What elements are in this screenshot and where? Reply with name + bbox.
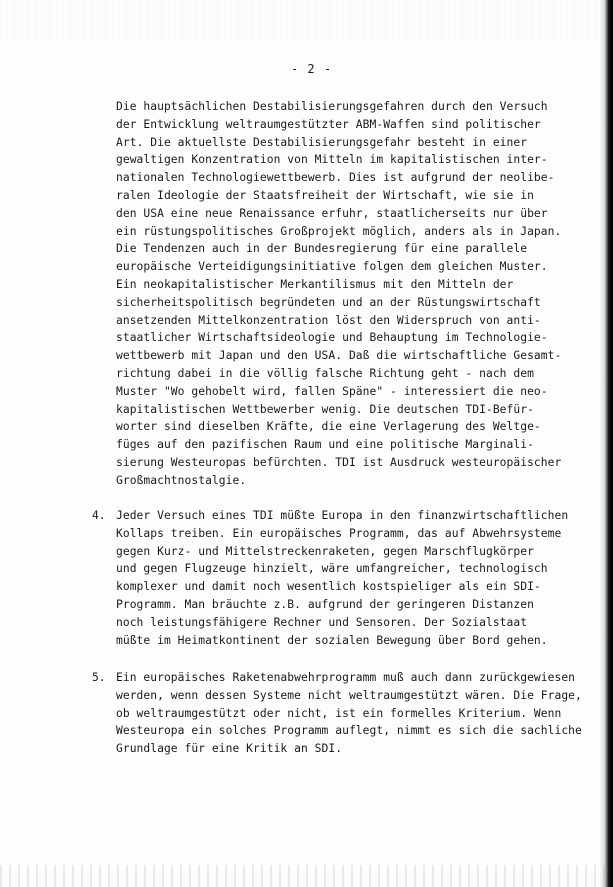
text-line: der Entwicklung weltraumgestützter ABM-Waffen sind politischer bbox=[116, 117, 541, 131]
text-line: europäische Verteidigungsinitiative folgen dem gleichen Muster. bbox=[116, 260, 548, 274]
text-line: Ein neokapitalistischer Merkantilismus mit den Mitteln der bbox=[116, 277, 514, 291]
text-line: gegen Kurz- und Mittelstreckenraketen, gegen Marschflugkörper bbox=[116, 544, 534, 558]
text-line: füges auf den pazifischen Raum und eine politische Marginali- bbox=[116, 438, 534, 452]
text-line: worter sind dieselben Kräfte, die eine Verlagerung des Weltge- bbox=[116, 420, 541, 434]
text-line: gewaltigen Konzentration von Mitteln im kapitalistischen inter- bbox=[116, 153, 548, 167]
text-line: Muster "Wo gehobelt wird, fallen Späne" - interessiert die neo- bbox=[116, 384, 548, 398]
text-line: und gegen Flugzeuge hinzielt, wäre umfangreicher, technologisch bbox=[116, 562, 548, 576]
paragraph-intro bbox=[116, 98, 586, 490]
paragraph-4 bbox=[116, 507, 586, 649]
text-line: ob weltraumgestützt oder nicht, ist ein formelles Kriterium. Wenn bbox=[116, 706, 562, 720]
text-line: den USA eine neue Renaissance erfuhr, staatlicherseits nur über bbox=[116, 206, 548, 220]
text-line: Die hauptsächlichen Destabilisierungsgefahren durch den Versuch bbox=[116, 100, 548, 113]
text-line: Ein europäisches Raketenabwehrprogramm muß auch dann zurückgewiesen bbox=[116, 671, 576, 684]
page-number: - 2 - bbox=[290, 62, 333, 76]
text-line: komplexer und damit noch wesentlich kostspieliger als ein SDI- bbox=[116, 580, 541, 594]
text-line: werden, wenn dessen Systeme nicht weltraumgestützt wären. Die Frage, bbox=[116, 688, 582, 702]
text-line: Programm. Man bräuchte z.B. aufgrund der geringeren Distanzen bbox=[116, 597, 534, 611]
text-line: nationalen Technologiewettbewerb. Dies ist aufgrund der neolibe- bbox=[116, 171, 555, 185]
paragraph-5 bbox=[116, 669, 586, 758]
text-line: Grundlage für eine Kritik an SDI. bbox=[116, 742, 343, 756]
text-line: richtung dabei in die völlig falsche Richtung geht - nach dem bbox=[116, 366, 534, 380]
text-line: staatlicher Wirtschaftsideologie und Behauptung im Technologie- bbox=[116, 331, 548, 345]
text-line: ralen Ideologie der Staatsfreiheit der Wirtschaft, wie sie in bbox=[116, 188, 534, 202]
paragraph-number: 5. bbox=[92, 671, 106, 684]
text-line: kapitalistischen Wettbewerber wenig. Die deutschen TDI-Befür- bbox=[116, 402, 534, 416]
text-line: ansetzenden Mittelkonzentration löst den Widerspruch von anti- bbox=[116, 313, 541, 327]
text-line: Die Tendenzen auch in der Bundesregierung für eine parallele bbox=[116, 242, 528, 256]
text-line: noch leistungsfähigere Rechner und Sensoren. Der Sozialstaat bbox=[116, 615, 528, 629]
scan-edge bbox=[599, 0, 613, 887]
text-line: Art. Die aktuellste Destabilisierungsgefahr besteht in einer bbox=[116, 135, 528, 149]
scan-noise bbox=[0, 0, 613, 40]
text-line: Westeuropa ein solches Programm auflegt, nimmt es sich die sachliche bbox=[116, 724, 582, 738]
text-line: Kollaps treiben. Ein europäisches Programm, das auf Abwehrsysteme bbox=[116, 526, 562, 540]
text-line: wettbewerb mit Japan und den USA. Daß die wirtschaftliche Gesamt- bbox=[116, 349, 562, 363]
text-line: Jeder Versuch eines TDI müßte Europa in den finanzwirtschaftlichen bbox=[116, 509, 569, 522]
text-line: Großmachtnostalgie. bbox=[116, 473, 247, 487]
text-line: sicherheitspolitisch begründeten und an der Rüstungswirtschaft bbox=[116, 295, 541, 309]
text-line: sierung Westeuropas befürchten. TDI ist Ausdruck westeuropäischer bbox=[116, 455, 562, 469]
scan-noise-bottom bbox=[0, 865, 613, 887]
text-line: ein rüstungspolitisches Großprojekt möglich, anders als in Japan. bbox=[116, 224, 562, 238]
text-line: müßte im Heimatkontinent der sozialen Bewegung über Bord gehen. bbox=[116, 633, 548, 647]
paragraph-number: 4. bbox=[92, 509, 106, 522]
